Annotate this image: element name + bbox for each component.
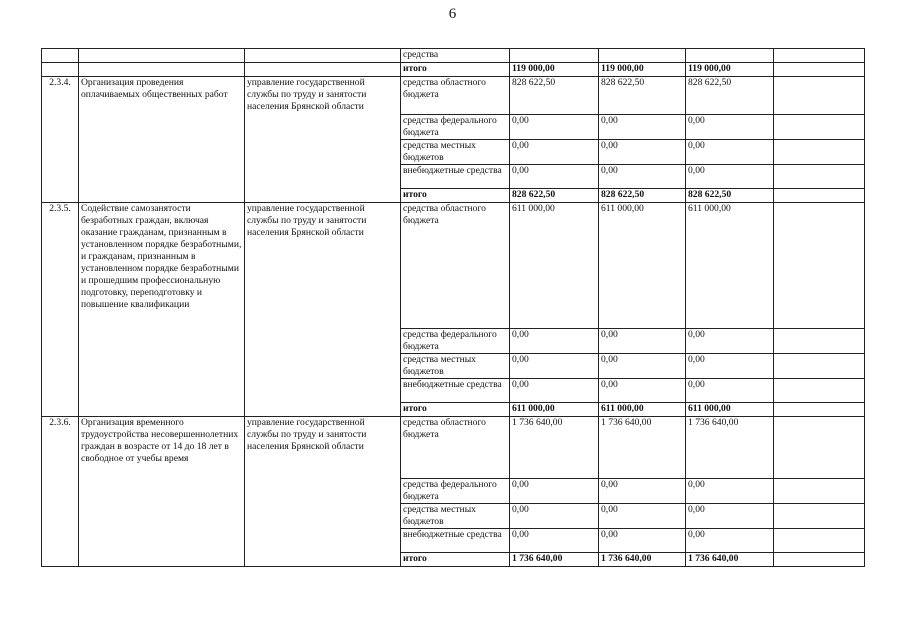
funding-source-cell: средства федерального бюджета bbox=[401, 479, 510, 504]
value-cell-2: 828 622,50 bbox=[599, 189, 686, 203]
value-cell-2: 0,00 bbox=[599, 354, 686, 379]
value-cell-3: 0,00 bbox=[686, 379, 774, 403]
empty-cell bbox=[774, 354, 865, 379]
value-cell-1: 119 000,00 bbox=[510, 63, 599, 77]
page-number: 6 bbox=[448, 6, 457, 22]
empty-cell bbox=[774, 529, 865, 553]
item-name-cell: Организация временного трудоустройства несовершеннолетних граждан в возрасте от 14 до 18 лет в свободное от учебы время bbox=[79, 417, 245, 567]
empty-cell bbox=[774, 329, 865, 354]
value-cell-1: 0,00 bbox=[510, 165, 599, 189]
executor-cell: управление государственной службы по труду и занятости населения Брянской области bbox=[245, 203, 401, 417]
item-number-cell: 2.3.5. bbox=[42, 203, 79, 417]
value-cell-1: 0,00 bbox=[510, 140, 599, 165]
funding-source-cell: средства местных бюджетов bbox=[401, 504, 510, 529]
value-cell-1: 611 000,00 bbox=[510, 403, 599, 417]
value-cell-2: 0,00 bbox=[599, 479, 686, 504]
table-row bbox=[42, 49, 865, 63]
item-name-cell bbox=[79, 49, 245, 63]
value-cell-3: 0,00 bbox=[686, 529, 774, 553]
value-cell-1: 1 736 640,00 bbox=[510, 417, 599, 479]
value-cell-3: 0,00 bbox=[686, 329, 774, 354]
funding-source-cell: средства областного бюджета bbox=[401, 77, 510, 115]
funding-source-cell: средства областного бюджета bbox=[401, 417, 510, 479]
executor-cell: управление государственной службы по труду и занятости населения Брянской области bbox=[245, 77, 401, 203]
value-cell-3: 119 000,00 bbox=[686, 63, 774, 77]
value-cell-1: 0,00 bbox=[510, 529, 599, 553]
value-cell-3: 1 736 640,00 bbox=[686, 417, 774, 479]
empty-cell bbox=[774, 77, 865, 115]
empty-cell bbox=[774, 115, 865, 140]
empty-cell bbox=[774, 140, 865, 165]
value-cell-1: 0,00 bbox=[510, 479, 599, 504]
value-cell-1: 0,00 bbox=[510, 115, 599, 140]
item-name-cell: Содействие самозанятости безработных граждан, включая оказание гражданам, признанным в установленном порядке безработными, и гражданам, признанным в установленном порядке безработными и прошедшим профессиональную подготовку, переподготовку и повышение квалификации bbox=[79, 203, 245, 417]
empty-cell bbox=[774, 379, 865, 403]
empty-cell bbox=[774, 479, 865, 504]
value-cell-2: 0,00 bbox=[599, 329, 686, 354]
value-cell-1: 0,00 bbox=[510, 329, 599, 354]
funding-source-cell: итого bbox=[401, 553, 510, 567]
empty-cell bbox=[774, 203, 865, 329]
value-cell-2: 611 000,00 bbox=[599, 403, 686, 417]
value-cell-2: 0,00 bbox=[599, 379, 686, 403]
empty-cell bbox=[774, 553, 865, 567]
value-cell-2: 0,00 bbox=[599, 529, 686, 553]
funding-source-cell: итого bbox=[401, 403, 510, 417]
empty-cell bbox=[774, 504, 865, 529]
executor-cell bbox=[245, 49, 401, 63]
value-cell-2: 0,00 bbox=[599, 165, 686, 189]
funding-source-cell: средства областного бюджета bbox=[401, 203, 510, 329]
funding-source-cell: внебюджетные средства bbox=[401, 529, 510, 553]
value-cell-2: 611 000,00 bbox=[599, 203, 686, 329]
value-cell-3: 0,00 bbox=[686, 479, 774, 504]
value-cell-3: 828 622,50 bbox=[686, 189, 774, 203]
table-row bbox=[42, 203, 865, 329]
value-cell-3: 0,00 bbox=[686, 115, 774, 140]
empty-cell bbox=[774, 49, 865, 63]
funding-source-cell: итого bbox=[401, 63, 510, 77]
executor-cell bbox=[245, 63, 401, 77]
value-cell-3: 0,00 bbox=[686, 165, 774, 189]
value-cell-1: 0,00 bbox=[510, 379, 599, 403]
empty-cell bbox=[774, 63, 865, 77]
funding-source-cell: внебюджетные средства bbox=[401, 165, 510, 189]
table-row bbox=[42, 63, 865, 77]
funding-source-cell: средства местных бюджетов bbox=[401, 140, 510, 165]
value-cell-3: 0,00 bbox=[686, 140, 774, 165]
table-row bbox=[42, 77, 865, 115]
value-cell-2: 1 736 640,00 bbox=[599, 553, 686, 567]
value-cell-3: 1 736 640,00 bbox=[686, 553, 774, 567]
value-cell-2: 119 000,00 bbox=[599, 63, 686, 77]
value-cell-1 bbox=[510, 49, 599, 63]
value-cell-2: 0,00 bbox=[599, 140, 686, 165]
item-number-cell: 2.3.4. bbox=[42, 77, 79, 203]
funding-source-cell: средства федерального бюджета bbox=[401, 115, 510, 140]
value-cell-3 bbox=[686, 49, 774, 63]
value-cell-2: 828 622,50 bbox=[599, 77, 686, 115]
value-cell-1: 0,00 bbox=[510, 354, 599, 379]
item-number-cell bbox=[42, 63, 79, 77]
value-cell-3: 611 000,00 bbox=[686, 403, 774, 417]
item-name-cell bbox=[79, 63, 245, 77]
funding-source-cell: средства местных бюджетов bbox=[401, 354, 510, 379]
value-cell-2 bbox=[599, 49, 686, 63]
value-cell-2: 0,00 bbox=[599, 504, 686, 529]
value-cell-1: 1 736 640,00 bbox=[510, 553, 599, 567]
value-cell-1: 0,00 bbox=[510, 504, 599, 529]
value-cell-3: 828 622,50 bbox=[686, 77, 774, 115]
value-cell-3: 0,00 bbox=[686, 504, 774, 529]
funding-source-cell: итого bbox=[401, 189, 510, 203]
funding-source-cell: средства bbox=[401, 49, 510, 63]
value-cell-3: 611 000,00 bbox=[686, 203, 774, 329]
funding-source-cell: внебюджетные средства bbox=[401, 379, 510, 403]
value-cell-1: 828 622,50 bbox=[510, 189, 599, 203]
value-cell-1: 828 622,50 bbox=[510, 77, 599, 115]
empty-cell bbox=[774, 189, 865, 203]
empty-cell bbox=[774, 403, 865, 417]
item-number-cell: 2.3.6. bbox=[42, 417, 79, 567]
value-cell-1: 611 000,00 bbox=[510, 203, 599, 329]
empty-cell bbox=[774, 417, 865, 479]
empty-cell bbox=[774, 165, 865, 189]
table-row bbox=[42, 417, 865, 479]
funding-source-cell: средства федерального бюджета bbox=[401, 329, 510, 354]
value-cell-3: 0,00 bbox=[686, 354, 774, 379]
item-name-cell: Организация проведения оплачиваемых общественных работ bbox=[79, 77, 245, 203]
value-cell-2: 1 736 640,00 bbox=[599, 417, 686, 479]
value-cell-2: 0,00 bbox=[599, 115, 686, 140]
item-number-cell bbox=[42, 49, 79, 63]
budget-table bbox=[41, 48, 865, 567]
executor-cell: управление государственной службы по труду и занятости населения Брянской области bbox=[245, 417, 401, 567]
